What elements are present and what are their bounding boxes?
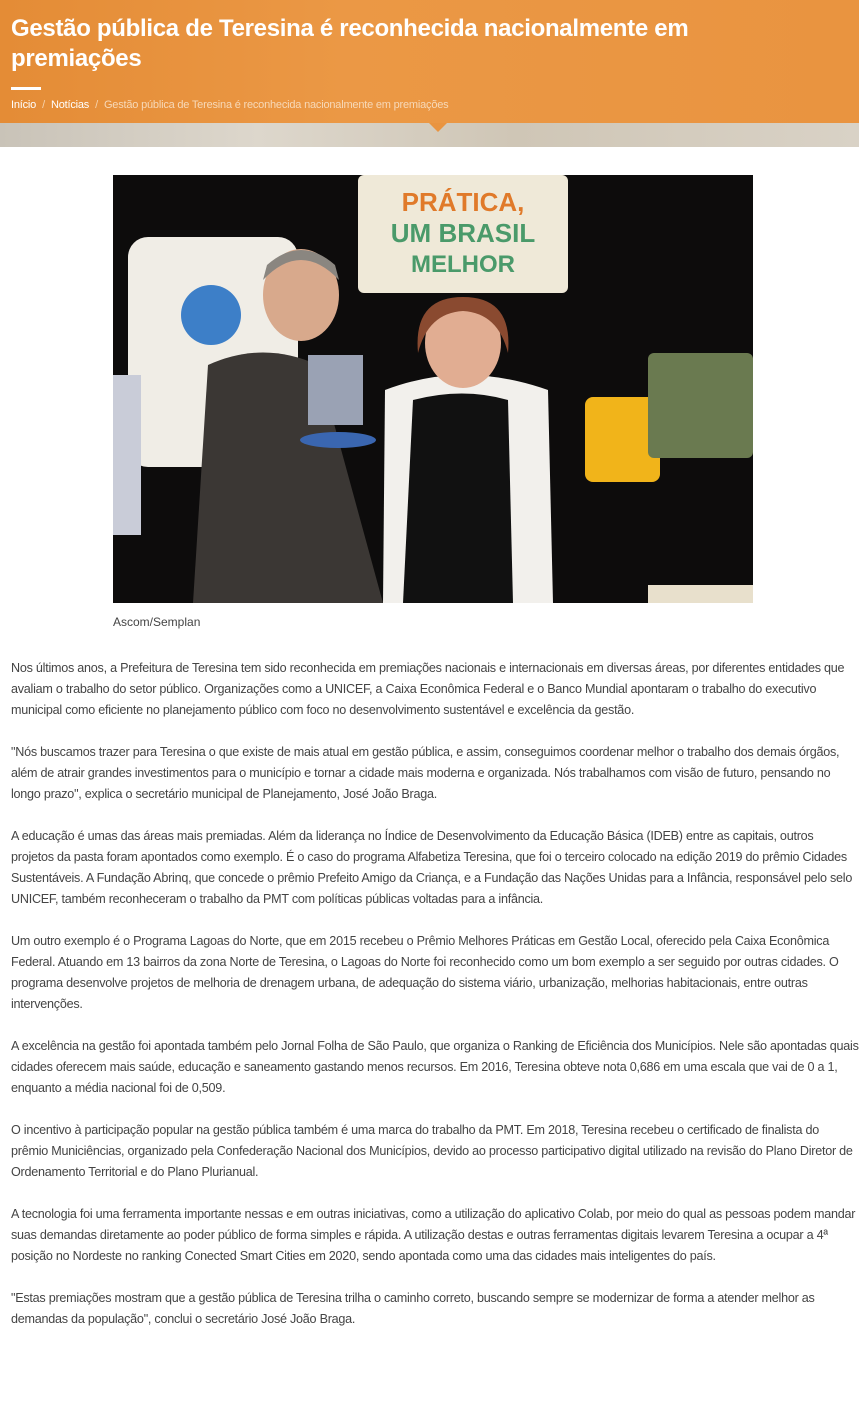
svg-text:MELHOR: MELHOR (411, 251, 515, 278)
article-paragraph: "Estas premiações mostram que a gestão pública de Teresina trilha o caminho correto, buscando sempre se modernizar de forma a atender melhor as demandas da população", conclui o secretário José João Braga. (11, 1291, 815, 1326)
article-paragraph: Um outro exemplo é o Programa Lagoas do Norte, que em 2015 recebeu o Prêmio Melhores Práticas em Gestão Local, oferecido pela Caixa Econômica Federal. Atuando em 13 bairros da zona Norte de Teresina, o Lagoas do Norte foi reconhecido como um bom exemplo a ser seguido por outras cidades. O programa desenvolve projetos de melhoria de drenagem urbana, de adequação do sistema viário, urbanização, melhorias habitacionais, entre outras intervenções. (11, 934, 839, 1011)
breadcrumb-news[interactable]: Notícias (50, 99, 90, 111)
svg-text:PRÁTICA,: PRÁTICA, (401, 187, 525, 217)
article-paragraph: A educação é umas das áreas mais premiadas. Além da liderança no Índice de Desenvolvimento da Educação Básica (IDEB) entre as capitais, outros projetos da pasta foram apontados como exemplo. É o caso do programa Alfabetiza Teresina, que foi o terceiro colocado na edição 2019 do prêmio Cidades Sustentáveis. A Fundação Abrinq, que concede o prêmio Prefeito Amigo da Criança, e a Fundação das Nações Unidas para a Infância, responsável pelo selo UNICEF, também reconheceram o trabalho da PMT com políticas públicas voltadas para a infância. (11, 829, 853, 906)
article-paragraph: Nos últimos anos, a Prefeitura de Teresina tem sido reconhecida em premiações nacionais e internacionais em diversas áreas, por diferentes entidades que avaliam o trabalho do setor público. Organizações como a UNICEF, a Caixa Econômica Federal e o Banco Mundial apontaram o trabalho do executivo municipal como eficiente no planejamento público com foco no desenvolvimento sustentável e excelência da gestão. (11, 661, 845, 717)
article-body (11, 658, 859, 1351)
article-paragraph: "Nós buscamos trazer para Teresina o que existe de mais atual em gestão pública, e assim, conseguimos coordenar melhor o trabalho dos demais órgãos, além de atrair grandes investimentos para o município e tornar a cidade mais moderna e organizada. Nós trabalhamos com visão de futuro, pensando no longo prazo", explica o secretário municipal de Planejamento, José João Braga. (11, 745, 840, 801)
breadcrumb-separator: / (95, 99, 98, 111)
breadcrumb-home[interactable]: Início (11, 99, 37, 111)
article-paragraph: A tecnologia foi uma ferramenta importante nessas e em outras iniciativas, como a utilização do aplicativo Colab, por meio do qual as pessoas podem mandar suas demandas diretamente ao poder público de forma simples e rápida. A utilização destas e outras ferramentas digitais levarem Teresina a ocupar a 4ª posição no Nordeste no ranking Conected Smart Cities em 2020, sendo apontada como uma das cidades mais inteligentes do país. (11, 1207, 856, 1263)
article-paragraph: O incentivo à participação popular na gestão pública também é uma marca do trabalho da PMT. Em 2018, Teresina recebeu o certificado de finalista do prêmio Municiências, organizado pela Confederação Nacional dos Municípios, devido ao processo participativo digital utilizado na revisão do Plano Diretor de Ordenamento Territorial e do Plano Plurianual. (11, 1123, 853, 1179)
breadcrumb (11, 99, 448, 111)
svg-text:UM BRASIL: UM BRASIL (390, 218, 536, 248)
breadcrumb-separator: / (42, 99, 45, 111)
header-pointer (429, 123, 447, 132)
award-photo-illustration (113, 175, 753, 603)
breadcrumb-current: Gestão pública de Teresina é reconhecida nacionalmente em premiações (103, 99, 449, 111)
title-underline (11, 87, 41, 90)
photo-caption: Ascom/Semplan (113, 615, 201, 629)
article-photo (113, 175, 753, 603)
page-title: Gestão pública de Teresina é reconhecida nacionalmente em premiações (11, 15, 689, 72)
article-paragraph: A excelência na gestão foi apontada também pelo Jornal Folha de São Paulo, que organiza o Ranking de Eficiência dos Municípios. Nele são apontadas quais cidades oferecem mais saúde, educação e saneamento gastando menos recursos. Em 2016, Teresina obteve nota 0,686 em uma escala que vai de 0 a 1, enquanto a média nacional foi de 0,509. (11, 1039, 859, 1095)
